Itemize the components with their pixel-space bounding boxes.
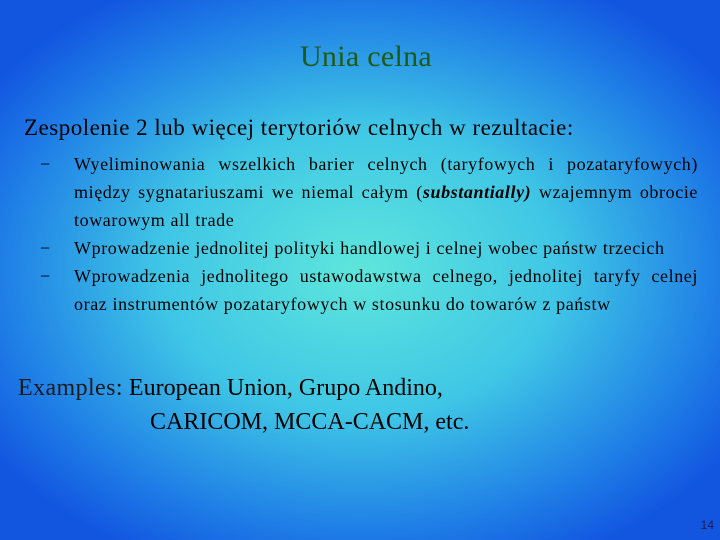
bullet-item-1 xyxy=(40,150,698,234)
examples-line-1 xyxy=(18,371,698,405)
bullet-1-text: Wyeliminowania wszelkich barier celnych (taryfowych i pozataryfowych) między sygnatariuszami we niemal całym ( xyxy=(74,154,698,202)
examples-values-1: European Union, Grupo Andino, xyxy=(128,375,443,401)
bullet-item-3 xyxy=(40,262,698,318)
bullet-item-2 xyxy=(40,234,698,262)
bullet-dash-icon: − xyxy=(40,266,51,286)
examples-label: Examples: xyxy=(18,375,123,401)
examples-block xyxy=(18,371,698,439)
bullet-list xyxy=(40,150,698,318)
bullet-dash-icon: − xyxy=(40,238,51,258)
bullet-2-text: Wprowadzenie jednolitej polityki handlowej i celnej wobec państw trzecich xyxy=(74,238,665,258)
bullet-1-text-end: wzajemnym obrocie towarowym all trade xyxy=(74,182,699,230)
examples-values-2: CARICOM, MCCA-CACM, etc. xyxy=(150,409,470,435)
intro-text: Zespolenie 2 lub więcej terytoriów celnych w rezultacie: xyxy=(24,115,574,140)
bullet-1-emphasis: substantially) xyxy=(422,182,532,202)
bullet-3-text: Wprowadzenia jednolitego ustawodawstwa celnego, jednolitej taryfy celnej oraz instrumentów pozataryfowych w stosunku do towarów z państw xyxy=(74,266,698,314)
slide-title: Unia celna xyxy=(299,40,433,73)
page-number: 14 xyxy=(700,518,714,532)
bullet-dash-icon: − xyxy=(40,154,51,174)
